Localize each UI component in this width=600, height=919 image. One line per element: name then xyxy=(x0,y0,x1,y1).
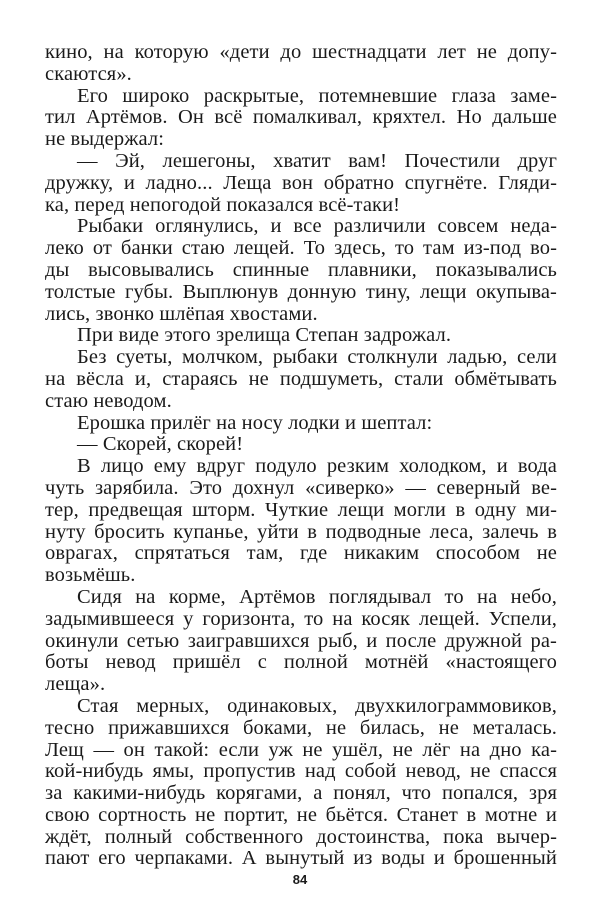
text-line: пают его черпаками. А вынутый из воды и брошенный xyxy=(45,847,557,870)
text-line: не выдержал: xyxy=(45,128,164,151)
text-line: лись, звонко шлёпая хвостами. xyxy=(45,302,318,325)
text-line: дружку, и ладно... Леща вон обратно спугнёте. Гляди- xyxy=(45,171,557,194)
text-line: ждёт, полный собственного достоинства, пока вычер- xyxy=(45,825,557,848)
text-line: Его широко раскрытые, потемневшие глаза заме- xyxy=(77,84,557,107)
text-line: свою сортность не портит, не бьётся. Станет в мотне и xyxy=(45,803,557,826)
text-line: Сидя на корме, Артёмов поглядывал то на небо, xyxy=(77,585,557,608)
text-line: Стая мерных, одинаковых, двухкилограммовиков, xyxy=(77,694,557,717)
text-line: толстые губы. Выплюнув донную тину, лещи окупыва- xyxy=(45,280,557,303)
text-line: леща». xyxy=(45,673,106,696)
text-line: за какими-нибудь корягами, а понял, что попался, зря xyxy=(45,782,557,805)
text-line: стаю неводом. xyxy=(45,389,172,412)
text-line: на вёсла и, стараясь не подшуметь, стали обмётывать xyxy=(45,367,557,390)
text-line: Ерошка прилёг на носу лодки и шептал: xyxy=(77,411,433,434)
text-line: — Эй, лешегоны, хватит вам! Почестили друг xyxy=(77,149,557,172)
text-line: нуту бросить купанье, уйти в подводные леса, залечь в xyxy=(45,520,557,543)
text-line: кино, на которую «дети до шестнадцати лет не допу- xyxy=(45,41,557,63)
text-line: леко от банки стаю лещей. То здесь, то там из-под во- xyxy=(45,237,557,260)
text-line: тер, предвещая шторм. Чуткие лещи могли в одну ми- xyxy=(45,498,557,521)
text-line: тил Артёмов. Он всё помалкивал, кряхтел. Но дальше xyxy=(45,106,557,129)
text-line: В лицо ему вдруг подуло резким холодком, и вода xyxy=(77,455,557,478)
text-line: кой-нибудь ямы, пропустив над собой невод, не спасся xyxy=(45,760,557,783)
text-line: задымившееся у горизонта, то на косяк лещей. Успели, xyxy=(45,607,557,630)
text-line: Лещ — он такой: если уж не ушёл, не лёг на дно ка- xyxy=(45,738,557,761)
page-body xyxy=(45,42,557,870)
text-line: Рыбаки оглянулись, и все различили совсем неда- xyxy=(77,215,557,238)
text-line: — Скорей, скорей! xyxy=(77,433,244,456)
text-line: тесно прижавшихся боками, не билась, не металась. xyxy=(45,716,557,739)
text-line: оврагах, спрятаться там, где никаким способом не xyxy=(45,542,557,565)
text-line: окинули сетью заигравшихся рыб, и после дружной ра- xyxy=(45,629,557,652)
text-line: Без суеты, молчком, рыбаки столкнули ладью, сели xyxy=(77,346,557,369)
text-line: боты невод пришёл с полной мотнёй «настоящего xyxy=(45,651,557,674)
text-line: ка, перед непогодой показался всё-таки! xyxy=(45,193,401,216)
text-line: возьмёшь. xyxy=(45,564,136,587)
text-line: чуть зарябила. Это дохнул «сиверко» — северный ве- xyxy=(45,476,557,499)
text-line: скаются». xyxy=(45,62,132,85)
text-line: ды высовывались спинные плавники, показывались xyxy=(45,258,557,281)
page-number: 84 xyxy=(292,872,308,887)
text-line: При виде этого зрелища Степан задрожал. xyxy=(77,324,452,347)
